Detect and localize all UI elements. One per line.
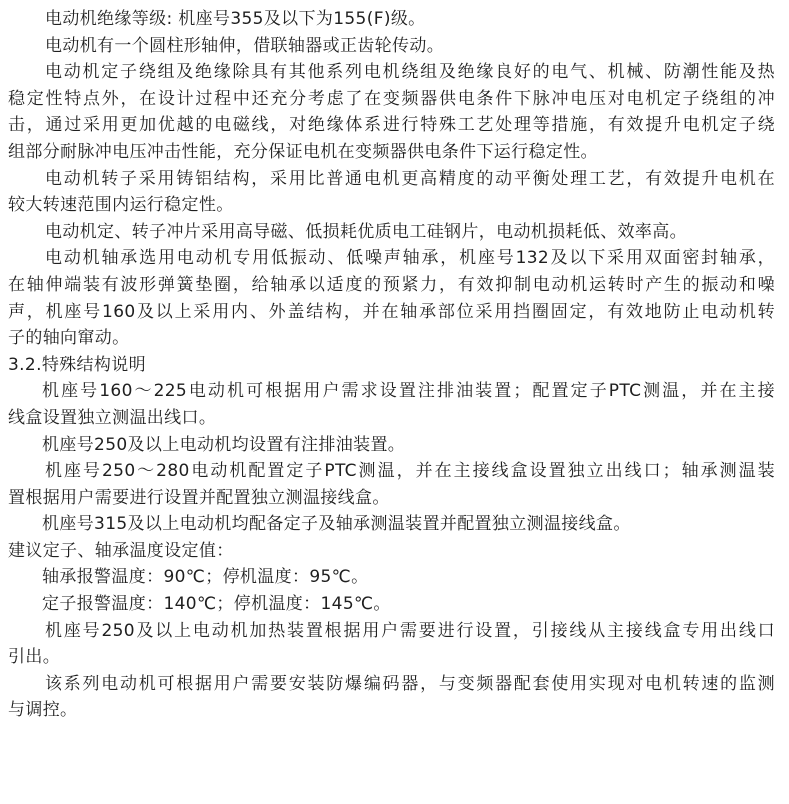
paragraph-oil-device-line-2: 线盒设置独立测温出线口。 (8, 407, 217, 428)
paragraph-encoder-line-1: 该系列电动机可根据用户需要安装防爆编码器，与变频器配套使用实现对电机转速的监测 (45, 673, 775, 694)
paragraph-heater-line-1: 机座号250及以上电动机加热装置根据用户需要进行设置，引接线从主接线盒专用出线口 (45, 620, 775, 641)
paragraph-bearings-line-4: 子的轴向窜动。 (8, 328, 130, 349)
paragraph-bearings-line-1: 电动机轴承选用电动机专用低振动、低噪声轴承，机座号132及以下采用双面密封轴承， (45, 248, 775, 269)
paragraph-insulation-class: 电动机绝缘等级: 机座号355及以下为155(F)级。 (45, 9, 426, 29)
paragraph-stator-winding-line-3: 击，通过采用更加优越的电磁线，对绝缘体系进行特殊工艺处理等措施，有效提升电机定子绕 (8, 115, 775, 136)
paragraph-frame-250-oil: 机座号250及以上电动机均设置有注排油装置。 (42, 434, 406, 455)
paragraph-stator-winding-line-4: 组部分耐脉冲电压冲击性能，充分保证电机在变频器供电条件下运行稳定性。 (8, 141, 598, 162)
paragraph-stator-winding-line-2: 稳定性特点外，在设计过程中还充分考虑了在变频器供电条件下脉冲电压对电机定子绕组的冲 (8, 88, 775, 109)
paragraph-bearings-line-2: 在轴伸端装有波形弹簧垫圈，给轴承以适度的预紧力，有效抑制电动机运转时产生的振动和噪 (8, 274, 775, 295)
paragraph-frame-250-280-line-1: 机座号250～280电动机配置定子PTC测温，并在主接线盒设置独立出线口；轴承测温装 (45, 461, 775, 482)
paragraph-frame-315: 机座号315及以上电动机均配备定子及轴承测温装置并配置独立测温接线盒。 (42, 514, 631, 535)
paragraph-heater-line-2: 引出。 (8, 647, 61, 668)
paragraph-frame-250-280-line-2: 置根据用户需要进行设置并配置独立测温接线盒。 (8, 487, 390, 508)
paragraph-encoder-line-2: 与调控。 (8, 700, 78, 721)
paragraph-oil-device-line-1: 机座号160～225电动机可根据用户需求设置注排油装置；配置定子PTC测温，并在主接 (42, 381, 775, 402)
stator-temperature-values: 定子报警温度：140℃；停机温度：145℃。 (42, 594, 391, 615)
paragraph-stator-winding-line-1: 电动机定子绕组及绝缘除具有其他系列电机绕组及绝缘良好的电气、机械、防潮性能及热 (45, 62, 775, 83)
paragraph-rotor-line-2: 较大转速范围内运行稳定性。 (8, 195, 234, 216)
paragraph-bearings-line-3: 声，机座号160及以上采用内、外盖结构，并在轴承部位采用挡圈固定，有效地防止电动机转 (8, 301, 775, 322)
paragraph-temperature-heading: 建议定子、轴承温度设定值： (8, 540, 234, 561)
paragraph-rotor-line-1: 电动机转子采用铸铝结构，采用比普通电机更高精度的动平衡处理工艺，有效提升电机在 (45, 168, 775, 189)
section-heading: 3.2.特殊结构说明 (8, 354, 146, 375)
paragraph-shaft-extension: 电动机有一个圆柱形轴伸，借联轴器或正齿轮传动。 (45, 35, 445, 56)
bearing-temperature-values: 轴承报警温度：90℃；停机温度：95℃。 (42, 567, 369, 588)
paragraph-laminations: 电动机定、转子冲片采用高导磁、低损耗优质电工硅钢片，电动机损耗低、效率高。 (45, 221, 687, 242)
